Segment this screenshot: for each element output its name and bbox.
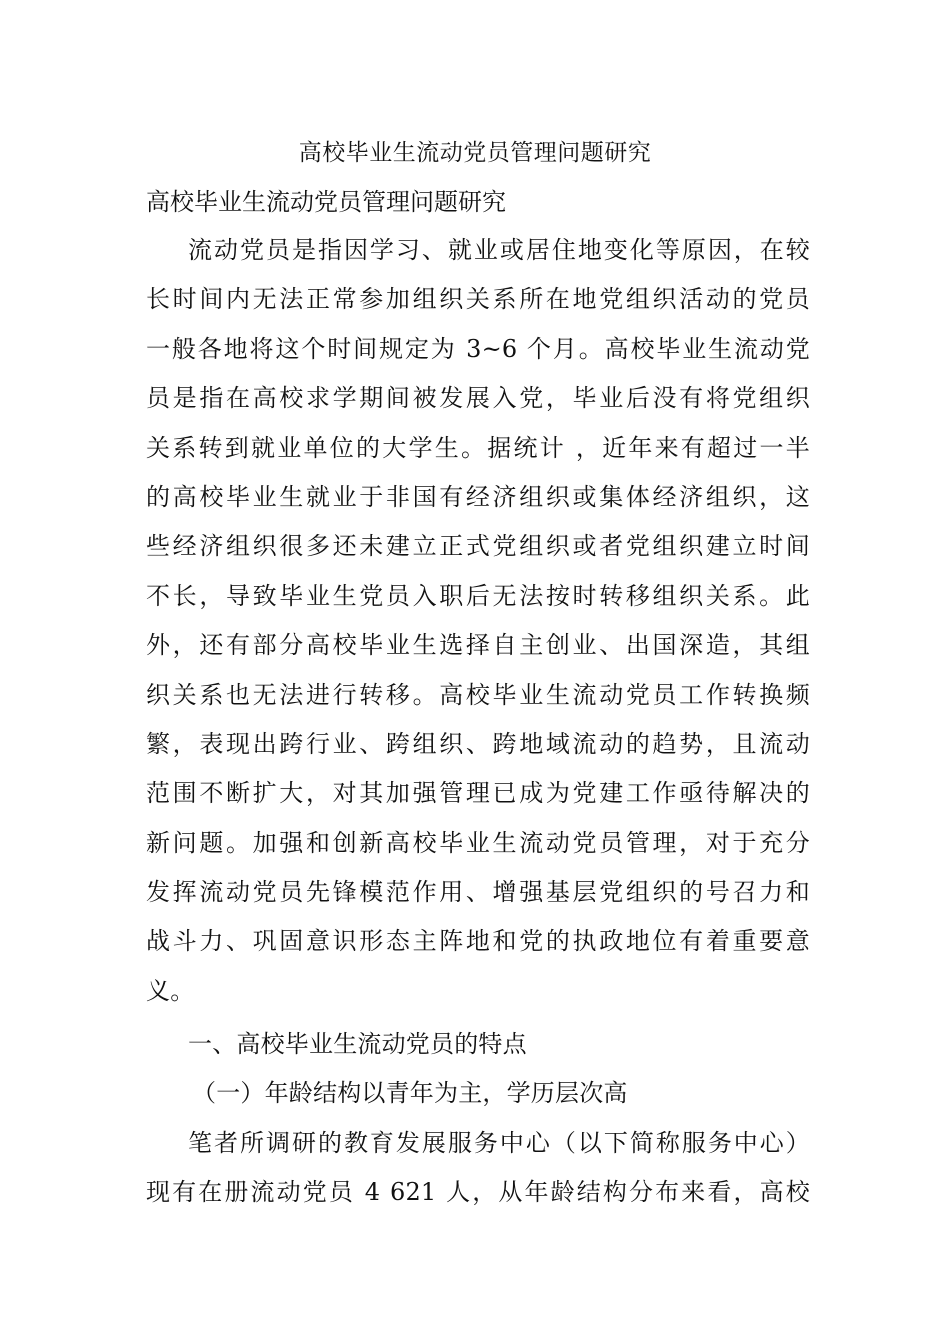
paragraph-line: 些经济组织很多还未建立正式党组织或者党组织建立时间	[146, 532, 810, 561]
paragraph-line: 笔者所调研的教育发展服务中心（以下简称服务中心）	[188, 1128, 810, 1157]
paragraph-line: 范围不断扩大，对其加强管理已成为党建工作亟待解决的	[146, 779, 810, 808]
paragraph-line: 新问题。加强和创新高校毕业生流动党员管理，对于充分	[146, 828, 810, 857]
paragraph-line: 长时间内无法正常参加组织关系所在地党组织活动的党员	[146, 285, 810, 314]
paragraph-line: 义。	[146, 976, 195, 1005]
paragraph-line: 织关系也无法进行转移。高校毕业生流动党员工作转换频	[146, 680, 810, 709]
subsection-heading: （一）年龄结构以青年为主，学历层次高	[192, 1079, 628, 1108]
document-subtitle: 高校毕业生流动党员管理问题研究	[146, 188, 506, 216]
paragraph-line: 员是指在高校求学期间被发展入党，毕业后没有将党组织	[146, 384, 810, 413]
paragraph-1	[146, 226, 810, 1016]
paragraph-line: 关系转到就业单位的大学生。据统计 ，近年来有超过一半	[146, 433, 810, 462]
paragraph-line: 的高校毕业生就业于非国有经济组织或集体经济组织，这	[146, 482, 810, 511]
paragraph-line: 发挥流动党员先锋模范作用、增强基层党组织的号召力和	[146, 878, 810, 907]
paragraph-line: 繁，表现出跨行业、跨组织、跨地域流动的趋势，且流动	[146, 729, 810, 758]
paragraph-line: 现有在册流动党员 4 621 人，从年龄结构分布来看，高校	[146, 1178, 810, 1207]
section-heading: 一、高校毕业生流动党员的特点	[188, 1030, 527, 1058]
paragraph-line: 外，还有部分高校毕业生选择自主创业、出国深造，其组	[146, 631, 810, 660]
paragraph-line: 一般各地将这个时间规定为 3~6 个月。高校毕业生流动党	[146, 334, 810, 363]
paragraph-line: 不长，导致毕业生党员入职后无法按时转移组织关系。此	[146, 581, 810, 610]
document-title: 高校毕业生流动党员管理问题研究	[298, 140, 652, 166]
paragraph-line: 流动党员是指因学习、就业或居住地变化等原因，在较	[188, 236, 810, 264]
section-1	[146, 1020, 810, 1218]
paragraph-line: 战斗力、巩固意识形态主阵地和党的执政地位有着重要意	[146, 927, 810, 956]
